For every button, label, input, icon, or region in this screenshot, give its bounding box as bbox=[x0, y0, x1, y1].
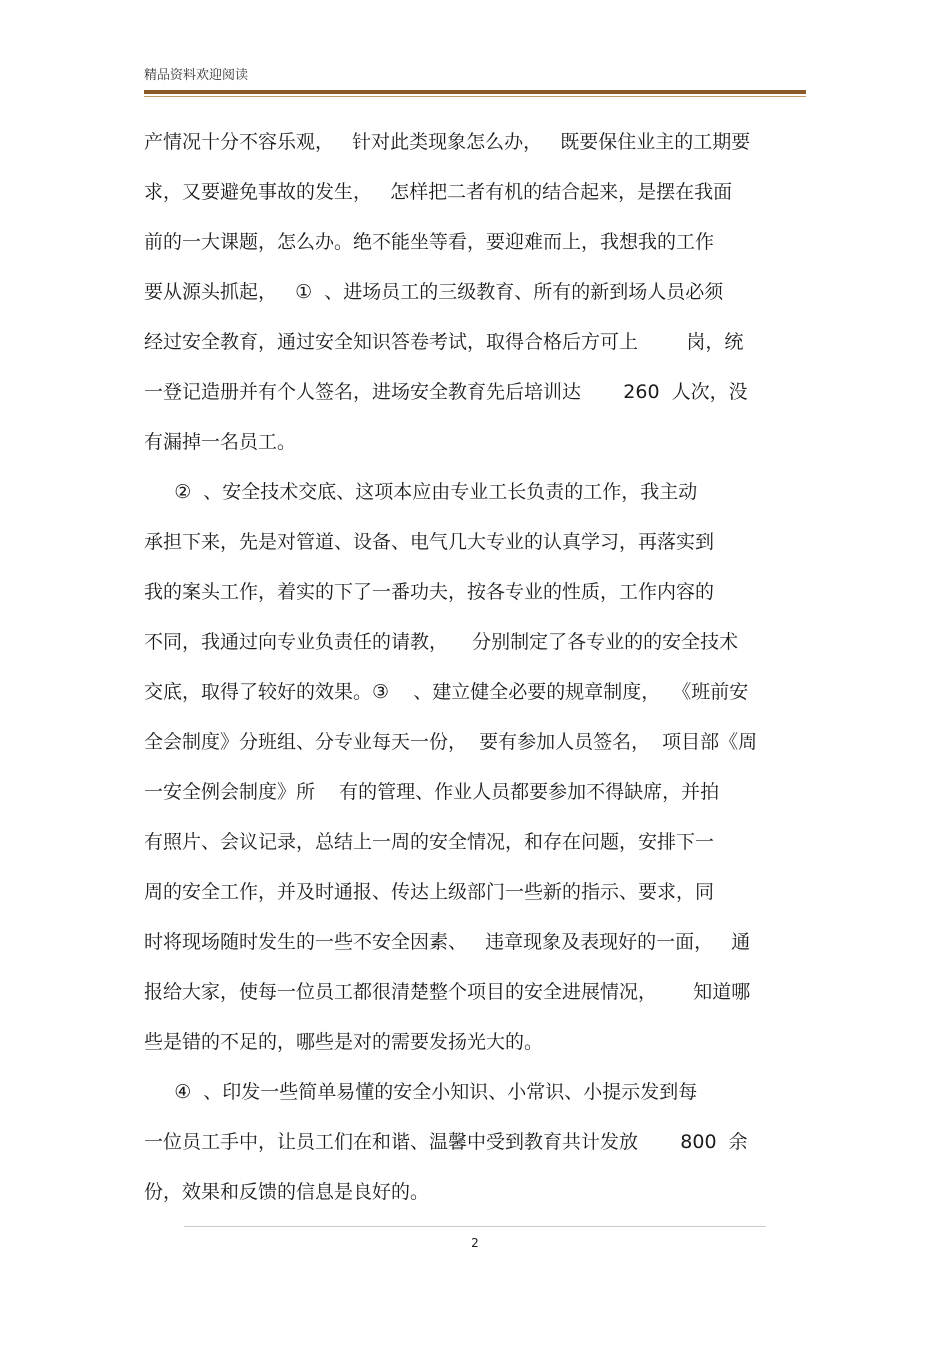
body-line: 份，效果和反馈的信息是良好的。 bbox=[144, 1181, 430, 1203]
body-line: 前的一大课题，怎么办。绝不能坐等看，要迎难而上，我想我的工作 bbox=[144, 231, 715, 253]
body-line: 有漏掉一名员工。 bbox=[144, 431, 297, 453]
body-line: 交底，取得了较好的效果。③ 、建立健全必要的规章制度， 《班前安 bbox=[144, 681, 749, 703]
body-line: 承担下来，先是对管道、设备、电气几大专业的认真学习，再落实到 bbox=[144, 531, 715, 553]
page-number: 2 bbox=[471, 1236, 479, 1250]
body-line: 周的安全工作，并及时通报、传达上级部门一些新的指示、要求，同 bbox=[144, 881, 715, 903]
footer-rule bbox=[184, 1226, 766, 1227]
page-header-text: 精品资料欢迎阅读 bbox=[144, 68, 249, 83]
body-line: 产情况十分不容乐观， 针对此类现象怎么办， 既要保住业主的工期要 bbox=[144, 131, 751, 153]
body-line: 不同，我通过向专业负责任的请教， 分别制定了各专业的的安全技术 bbox=[144, 631, 739, 653]
body-line: 些是错的不足的，哪些是对的需要发扬光大的。 bbox=[144, 1031, 544, 1053]
body-line: 要从源头抓起， ① 、进场员工的三级教育、所有的新到场人员必须 bbox=[144, 281, 724, 303]
body-line: 全会制度》分班组、分专业每天一份， 要有参加人员签名， 项目部《周 bbox=[144, 731, 758, 753]
body-line: 我的案头工作，着实的下了一番功夫，按各专业的性质，工作内容的 bbox=[144, 581, 715, 603]
body-line: 求，又要避免事故的发生， 怎样把二者有机的结合起来，是摆在我面 bbox=[144, 181, 733, 203]
header-rule-thin bbox=[144, 96, 806, 97]
body-line: 报给大家，使每一位员工都很清楚整个项目的安全进展情况， 知道哪 bbox=[144, 981, 751, 1003]
body-line: 有照片、会议记录，总结上一周的安全情况，和存在问题，安排下一 bbox=[144, 831, 715, 853]
body-line: ④ 、印发一些简单易懂的安全小知识、小常识、小提示发到每 bbox=[144, 1081, 698, 1103]
body-line: 一位员工手中，让员工们在和谐、温馨中受到教育共计发放 800 余 bbox=[144, 1131, 748, 1153]
body-line: 一安全例会制度》所 有的管理、作业人员都要参加不得缺席，并拍 bbox=[144, 781, 720, 803]
body-line: 经过安全教育，通过安全知识答卷考试，取得合格后方可上 岗，统 bbox=[144, 331, 744, 353]
body-line: 时将现场随时发生的一些不安全因素、 违章现象及表现好的一面， 通 bbox=[144, 931, 751, 953]
header-rule-thick bbox=[144, 90, 806, 94]
body-line: 一登记造册并有个人签名，进场安全教育先后培训达 260 人次，没 bbox=[144, 381, 748, 403]
body-line: ② 、安全技术交底、这项本应由专业工长负责的工作，我主动 bbox=[144, 481, 698, 503]
